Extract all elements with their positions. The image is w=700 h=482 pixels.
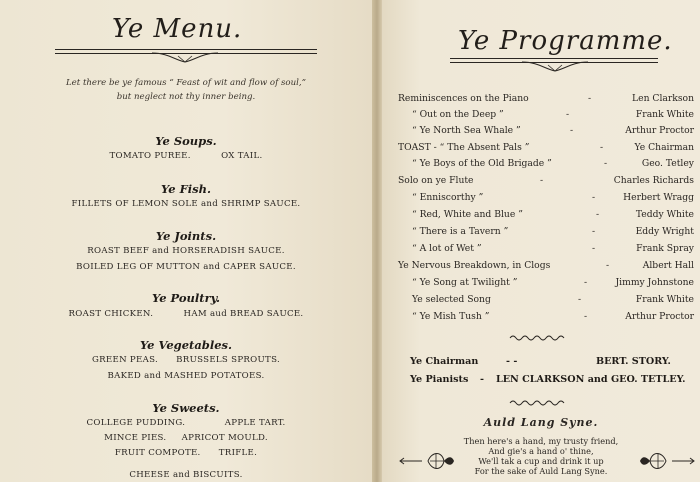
programme-item: “ Ye Song at Twilight ” (412, 277, 518, 288)
wave-ornament-icon (508, 333, 568, 343)
programme-item: “ Enniscorthy ” (412, 192, 484, 203)
programme-row (398, 125, 694, 139)
dash: - (540, 175, 544, 186)
menu-item: FILLETS OF LEMON SOLE and SHRIMP SAUCE. (71, 199, 301, 209)
chairman-label: Ye Chairman (410, 356, 479, 367)
dash: - (606, 260, 610, 271)
pianists-names: LEN CLARKSON and GEO. TETLEY. (496, 374, 686, 385)
epigraph-line-1: Let there be ye famous “ Feast of wit and flow of soul,” (65, 78, 307, 88)
chairman-line (410, 356, 700, 370)
performer: Frank White (635, 294, 694, 305)
programme-item: “ Ye North Sea Whale ” (412, 125, 521, 136)
programme-row (398, 311, 694, 325)
programme-row (398, 109, 694, 123)
menu-item: BAKED and MASHED POTATOES. (107, 371, 265, 381)
performer: Frank White (635, 109, 694, 120)
menu-item: GREEN PEAS. BRUSSELS SPROUTS. (91, 355, 281, 365)
dash: - (592, 192, 596, 203)
menu-item: BOILED LEG OF MUTTON and CAPER SAUCE. (76, 262, 296, 272)
floral-ornament-icon (398, 448, 456, 474)
programme-row (398, 192, 694, 206)
programme-item: Reminiscences on the Piano (398, 93, 529, 104)
performer: Herbert Wragg (623, 192, 694, 203)
closing-song-title: Auld Lang Syne. (483, 416, 599, 429)
menu-item: MINCE PIES. APRICOT MOULD. (104, 433, 268, 443)
programme-row (398, 175, 694, 189)
performer: Albert Hall (642, 260, 694, 271)
programme-item: Solo on ye Flute (398, 175, 474, 186)
performer: Jimmy Johnstone (615, 277, 694, 288)
programme-item: “ Ye Mish Tush ” (412, 311, 490, 322)
performer: Arthur Proctor (625, 311, 694, 322)
verse-line: And gie's a hand o' thine, (488, 446, 594, 456)
pianists-dash: - (480, 374, 484, 385)
epigraph-line-2: but neglect not thy inner being. (116, 92, 256, 102)
dash: - (584, 277, 588, 288)
programme-row (398, 260, 694, 274)
programme-row (398, 277, 694, 291)
programme-item: Ye selected Song (412, 294, 491, 305)
performer: Charles Richards (613, 175, 694, 186)
dash: - (604, 158, 608, 169)
dash: - (578, 294, 582, 305)
dash: - (596, 209, 600, 220)
performer: Ye Chairman (634, 142, 694, 153)
section-heading-soups: Ye Soups. (155, 134, 217, 148)
programme-row (398, 243, 694, 257)
programme-item: “ There is a Tavern ” (412, 226, 509, 237)
section-heading-fish: Ye Fish. (161, 182, 211, 196)
menu-item: ROAST CHICKEN. HAM aud BREAD SAUCE. (68, 309, 304, 319)
menu-item: ROAST BEEF and HORSERADISH SAUCE. (87, 246, 285, 256)
pianists-line (410, 374, 700, 388)
dash: - (588, 93, 592, 104)
menu-item: FRUIT COMPOTE. TRIFLE. (114, 448, 258, 458)
programme-title: Ye Programme. (458, 26, 673, 56)
programme-item: “ Out on the Deep ” (412, 109, 504, 120)
performer: Arthur Proctor (625, 125, 694, 136)
performer: Len Clarkson (632, 93, 694, 104)
menu-title: Ye Menu. (112, 14, 243, 44)
chairman-dashes: - - (506, 356, 518, 367)
dash: - (566, 109, 570, 120)
section-heading-vegetables: Ye Vegetables. (139, 338, 233, 352)
flourish-rule-icon (150, 50, 220, 64)
verse-line: Then here's a hand, my trusty friend, (463, 436, 619, 446)
performer: Teddy White (635, 209, 694, 220)
section-heading-joints: Ye Joints. (155, 229, 217, 243)
performer: Frank Spray (636, 243, 694, 254)
verse-line: For the sake of Auld Lang Syne. (474, 466, 608, 476)
section-heading-poultry: Ye Poultry. (151, 291, 220, 305)
wave-ornament-icon (508, 398, 568, 408)
programme-row (398, 209, 694, 223)
programme-item: “ Ye Boys of the Old Brigade ” (412, 158, 552, 169)
programme-row (398, 294, 694, 308)
performer: Geo. Tetley (641, 158, 694, 169)
chairman-name: BERT. STORY. (596, 356, 671, 367)
fold-gutter (372, 0, 382, 482)
programme-row (398, 226, 694, 240)
dash: - (570, 125, 574, 136)
programme-row (398, 142, 694, 156)
menu-item: TOMATO PUREE. OX TAIL. (109, 151, 263, 161)
menu-item: CHEESE and BISCUITS. (129, 470, 243, 480)
menu-item: COLLEGE PUDDING. APPLE TART. (86, 418, 286, 428)
floral-ornament-icon (638, 448, 696, 474)
dash: - (600, 142, 604, 153)
performer: Eddy Wright (635, 226, 694, 237)
programme-item: Ye Nervous Breakdown, in Clogs (398, 260, 551, 271)
verse-line: We'll tak a cup and drink it up (478, 456, 604, 466)
dash: - (592, 243, 596, 254)
dash: - (592, 226, 596, 237)
section-heading-sweets: Ye Sweets. (152, 401, 220, 415)
programme-item: TOAST - “ The Absent Pals ” (398, 142, 530, 153)
flourish-rule-icon (520, 59, 590, 73)
pianists-label: Ye Pianists (410, 374, 469, 385)
programme-row (398, 93, 694, 107)
programme-row (398, 158, 694, 172)
programme-item: “ Red, White and Blue ” (412, 209, 523, 220)
dash: - (584, 311, 588, 322)
programme-item: “ A lot of Wet ” (412, 243, 482, 254)
